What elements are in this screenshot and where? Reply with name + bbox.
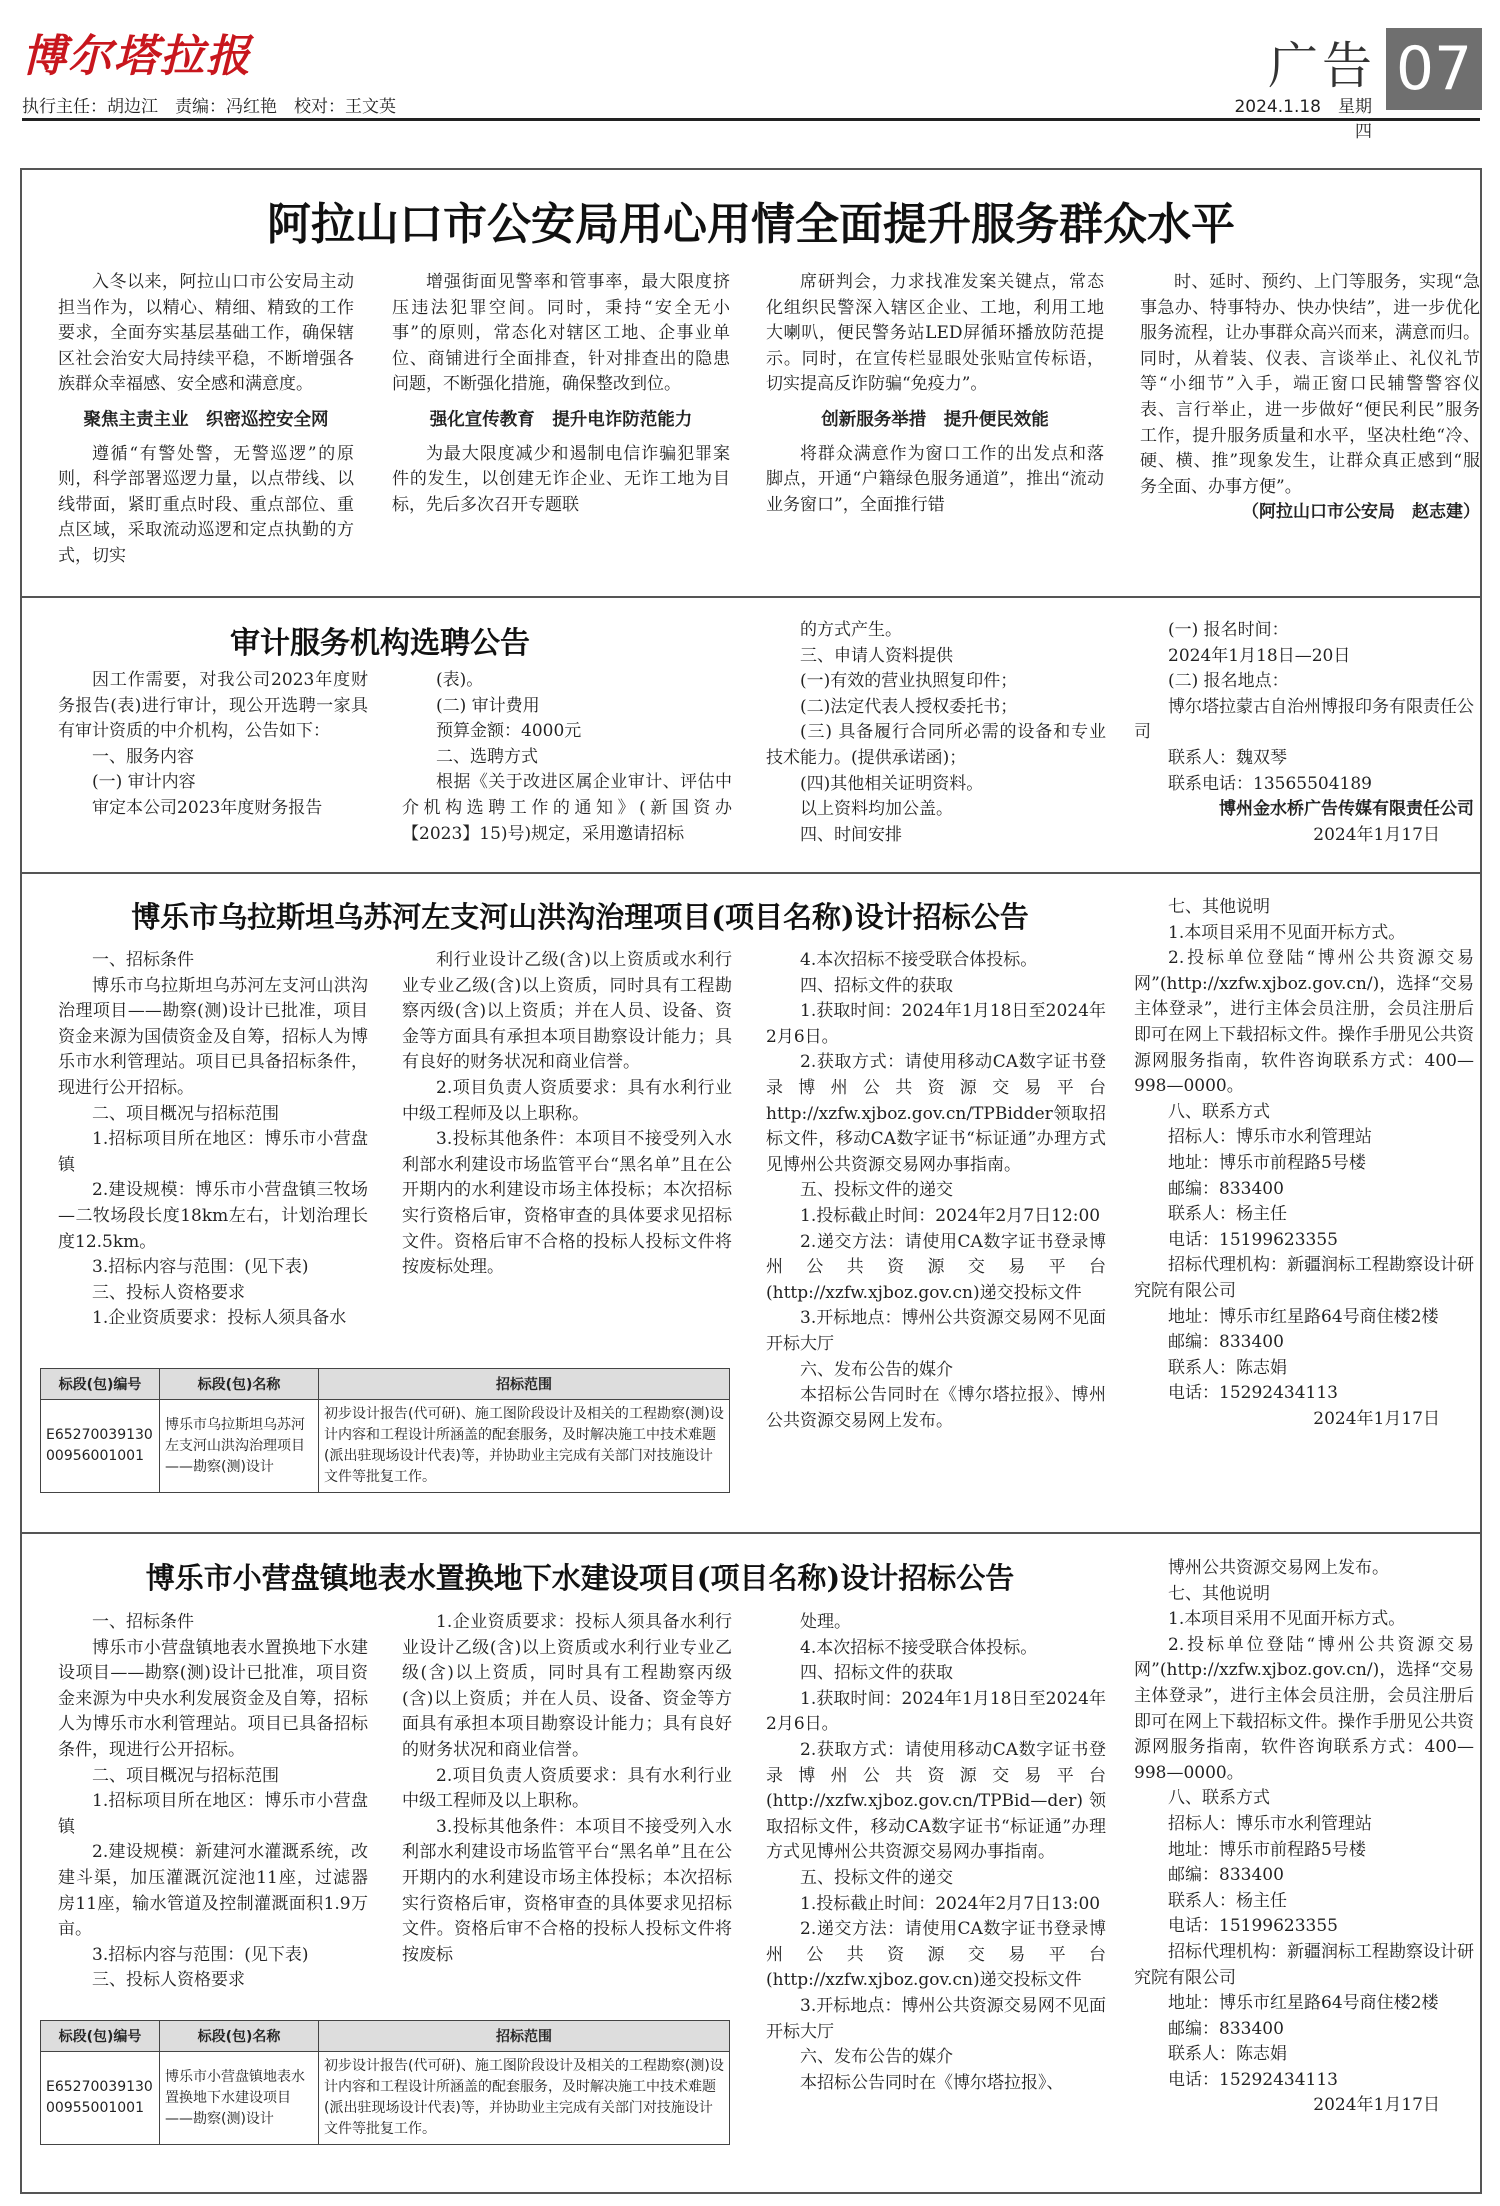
paragraph: 联系人：杨主任 [1168,1890,1287,1911]
paragraph: 1.招标项目所在地区：博乐市小营盘镇 [58,1129,368,1175]
paragraph: 处理。 [800,1612,851,1632]
section-divider [20,1532,1482,1534]
paragraph: 2.投标单位登陆“博州公共资源交易网”(http://xzfw.xjboz.gov.cn/)，选择“交易主体登录”，进行主体会员注册，会员注册后即可在网上下载招标文件。操作手册见公共资源网服务指南，软件咨询联系方式：400—998—0000。 [1134,948,1474,1097]
paragraph: 联系电话：13565504189 [1168,773,1372,794]
paragraph: 八、联系方式 [1168,1101,1270,1122]
paragraph: (一)有效的营业执照复印件； [800,671,1018,692]
paragraph: 六、发布公告的媒介 [800,2047,953,2068]
paragraph: 博尔塔拉蒙古自治州博报印务有限责任公司 [1134,696,1474,743]
article1-col-4 [1140,270,1480,526]
paragraph: 邮编：833400 [1168,1332,1284,1353]
paragraph: (二) 审计费用 [436,695,540,716]
article3-col-3 [766,948,1106,1434]
signature: 博州金水桥广告传媒有限责任公司 [1219,799,1474,820]
article2-col-2 [402,668,732,847]
paragraph: 2.递交方法：请使用CA数字证书登录博州公共资源交易平台(http://xzfw.xjboz.gov.cn)递交投标文件 [766,1231,1106,1303]
subheading: 聚焦主责主业 织密巡控安全网 [83,409,329,430]
paragraph: 地址：博乐市前程路5号楼 [1168,1152,1366,1173]
paragraph: 联系人：陈志娟 [1168,2044,1287,2065]
paragraph: 时、延时、预约、上门等服务，实现“急事急办、特事特办、快办快结”，进一步优化服务流程，让办事群众高兴而来，满意而归。同时，从着装、仪表、言谈举止、礼仪礼节等“小细节”入手，端正窗口民辅警警容仪表、言行举止，进一步做好“便民利民”服务工作，提升服务质量和水平，坚决杜绝“冷、硬、横、推”现象发生，让群众真正感到“服务全面、办事方便”。 [1140,272,1480,497]
table-header: 标段(包)编号 [41,1369,160,1400]
paragraph: 2024年1月18日—20日 [1168,645,1351,666]
paragraph: 增强街面见警率和管事率，最大限度挤压违法犯罪空间。同时，秉持“安全无小事”的原则，常态化对辖区工地、企事业单位、商铺进行全面排查，针对排查出的隐患问题，不断强化措施，确保整改到位。 [392,272,730,395]
table-header: 招标范围 [319,2021,730,2052]
paragraph: 招标代理机构：新疆润标工程勘察设计研究院有限公司 [1134,1941,1474,1988]
paragraph: 2.建设规模：博乐市小营盘镇三牧场—二牧场段长度18km左右，计划治理长度12.5km。 [58,1180,368,1252]
paragraph: 3.开标地点：博州公共资源交易网不见面开标大厅 [766,1308,1106,1354]
article1-col-3 [766,270,1104,518]
paragraph: (表)。 [436,670,484,690]
paragraph: 本招标公告同时在《博尔塔拉报》、博州公共资源交易网上发布。 [766,1385,1106,1431]
article2-col-4 [1134,618,1474,848]
paragraph: 1.企业资质要求：投标人须具备水 [92,1308,347,1329]
paragraph: 3.招标内容与范围：(见下表) [92,1944,309,1965]
article2-col-3 [766,618,1106,848]
paragraph: 四、招标文件的获取 [800,975,953,996]
article4-bid-table [40,2020,730,2145]
paragraph: 地址：博乐市红星路64号商住楼2楼 [1168,1993,1439,2014]
paragraph: 根据《关于改进区属企业审计、评估中介机构选聘工作的通知》(新国资办【2023】15)号)规定，采用邀请招标 [402,772,732,844]
paragraph: 博乐市小营盘镇地表水置换地下水建设项目——勘察(测)设计已批准，项目资金来源为中央水利发展资金及自筹，招标人为博乐市水利管理站。项目已具备招标条件，现进行公开招标。 [58,1637,368,1760]
table-row [41,2052,730,2145]
paragraph: 一、服务内容 [92,746,194,767]
paragraph: 地址：博乐市红星路64号商住楼2楼 [1168,1306,1439,1327]
paragraph: 入冬以来，阿拉山口市公安局主动担当作为，以精心、精细、精致的工作要求，全面夯实基层基础工作，确保辖区社会治安大局持续平稳，不断增强各族群众幸福感、安全感和满意度。 [58,272,354,395]
paragraph: 1.投标截止时间：2024年2月7日12:00 [800,1205,1101,1226]
article3-title: 博乐市乌拉斯坦乌苏河左支河山洪沟治理项目(项目名称)设计招标公告 [131,900,1029,934]
paragraph: 二、项目概况与招标范围 [92,1103,279,1124]
paragraph: 本招标公告同时在《博尔塔拉报》、 [800,2072,1064,2093]
paragraph: (二)法定代表人授权委托书； [800,696,1018,717]
table-header: 招标范围 [319,1369,730,1400]
issue-date: 2024.1.18 星期四 [1234,97,1372,142]
article2-title: 审计服务机构选聘公告 [230,626,530,661]
table-row [41,1400,730,1493]
paragraph: 以上资料均加公盖。 [800,799,953,820]
paragraph: 地址：博乐市前程路5号楼 [1168,1839,1366,1860]
article1-title: 阿拉山口市公安局用心用情全面提升服务群众水平 [267,199,1235,250]
bid-code: E6527003913000956001001 [41,1400,160,1493]
paragraph: 四、时间安排 [800,824,902,845]
article1-col-1 [58,270,354,570]
paragraph: 一、招标条件 [92,1612,194,1632]
paragraph: (一) 审计内容 [92,772,196,793]
bid-name: 博乐市小营盘镇地表水置换地下水建设项目——勘察(测)设计 [160,2052,319,2145]
paragraph: 电话：15292434113 [1168,1383,1338,1404]
paragraph: 五、投标文件的递交 [800,1867,953,1888]
section-divider [20,872,1482,874]
paragraph: 2.建设规模：新建河水灌溉系统，改建斗渠，加压灌溉沉淀池11座，过滤器房11座，输水管道及控制灌溉面积1.9万亩。 [58,1842,368,1940]
paragraph: 2.递交方法：请使用CA数字证书登录博州公共资源交易平台(http://xzfw.xjboz.gov.cn)递交投标文件 [766,1919,1106,1991]
subheading: 强化宣传教育 提升电诈防范能力 [429,409,693,430]
section-divider [20,596,1482,598]
paragraph: 3.投标其他条件：本项目不接受列入水利部水利建设市场监管平台“黑名单”且在公开期内的水利建设市场主体投标；本次招标实行资格后审，资格审查的具体要求见招标文件。资格后审不合格的投标人投标文件将按废标 [402,1816,732,1965]
paragraph: 四、招标文件的获取 [800,1663,953,1684]
table-header: 标段(包)名称 [160,2021,319,2052]
paragraph: 七、其他说明 [1168,897,1270,917]
section-title: 广告 [1268,37,1376,95]
paragraph: (四)其他相关证明资料。 [800,773,984,794]
paragraph: 审定本公司2023年度财务报告 [92,797,323,818]
article3-col-1 [58,948,368,1332]
bid-code: E6527003913000955001001 [41,2052,160,2145]
paragraph: 利行业设计乙级(含)以上资质或水利行业专业乙级(含)以上资质，同时具有工程勘察丙级(含)以上资质；并在人员、设备、资金等方面具有承担本项目勘察设计能力；具有良好的财务状况和商业信誉。 [402,950,732,1073]
paragraph: 1.获取时间：2024年1月18日至2024年2月6日。 [766,1001,1106,1047]
article4-col-1 [58,1610,368,1994]
paragraph: 联系人：杨主任 [1168,1204,1287,1225]
paragraph: 电话：15199623355 [1168,1229,1338,1250]
paragraph: (二) 报名地点： [1168,671,1289,692]
paragraph: 3.投标其他条件：本项目不接受列入水利部水利建设市场监管平台“黑名单”且在公开期内的水利建设市场主体投标；本次招标实行资格后审，资格审查的具体要求见招标文件。资格后审不合格的投标人投标文件将按废标处理。 [402,1129,732,1278]
paragraph: 联系人：陈志娟 [1168,1357,1287,1378]
date-line: 2024年1月17日 [1313,824,1440,845]
paragraph: 招标人：博乐市水利管理站 [1168,1813,1372,1834]
article3-col-4 [1134,895,1474,1432]
article2-col-1 [58,668,368,822]
paragraph: 八、联系方式 [1168,1788,1270,1809]
paragraph: 邮编：833400 [1168,2018,1284,2039]
paragraph: 4.本次招标不接受联合体投标。 [800,1637,1038,1658]
paragraph: 博州公共资源交易网上发布。 [1168,1558,1389,1578]
paragraph: 预算金额：4000元 [436,721,582,742]
bid-name: 博乐市乌拉斯坦乌苏河左支河山洪沟治理项目——勘察(测)设计 [160,1400,319,1493]
paragraph: 2.项目负责人资质要求：具有水利行业中级工程师及以上职称。 [402,1077,732,1124]
article3-col-2 [402,948,732,1281]
bid-scope: 初步设计报告(代可研)、施工图阶段设计及相关的工程勘察(测)设计内容和工程设计所涵盖的配套服务，及时解决施工中技术难题(派出驻现场设计代表)等，并协助业主完成有关部门对技施设计文件等批复工作。 [319,2052,730,2145]
paragraph: 2.获取方式：请使用移动CA数字证书登录博州公共资源交易平台(http://xzfw.xjboz.gov.cn/TPBid—der)领取招标文件，移动CA数字证书“标证通”办理方式见博州公共资源交易网办事指南。 [766,1739,1106,1863]
masthead-logo: 博尔塔拉报 [22,31,252,82]
paragraph: 招标代理机构：新疆润标工程勘察设计研究院有限公司 [1134,1255,1474,1301]
paragraph: 博乐市乌拉斯坦乌苏河左支河山洪沟治理项目——勘察(测)设计已批准，项目资金来源为国债资金及自筹，招标人为博乐市水利管理站。项目已具备招标条件，现进行公开招标。 [58,975,368,1098]
paragraph: 三、投标人资格要求 [92,1282,245,1303]
paragraph: (一) 报名时间： [1168,620,1289,640]
table-header: 标段(包)编号 [41,2021,160,2052]
paragraph: 三、申请人资料提供 [800,645,953,666]
paragraph: 五、投标文件的递交 [800,1180,953,1201]
paragraph: 2.项目负责人资质要求：具有水利行业中级工程师及以上职称。 [402,1765,732,1812]
paragraph: 1.招标项目所在地区：博乐市小营盘镇 [58,1791,368,1837]
paragraph: 3.招标内容与范围：(见下表) [92,1257,309,1278]
editor-credits: 执行主任：胡边江 责编：冯红艳 校对：王文英 [22,97,396,117]
paragraph: 二、项目概况与招标范围 [92,1765,279,1786]
paragraph: 一、招标条件 [92,950,194,970]
table-header: 标段(包)名称 [160,1369,319,1400]
header-rule [22,118,1480,121]
paragraph: 六、发布公告的媒介 [800,1359,953,1380]
subheading: 创新服务举措 提升便民效能 [821,409,1049,430]
article4-title: 博乐市小营盘镇地表水置换地下水建设项目(项目名称)设计招标公告 [145,1561,1015,1595]
article1-col-2 [392,270,730,518]
bid-scope: 初步设计报告(代可研)、施工图阶段设计及相关的工程勘察(测)设计内容和工程设计所涵盖的配套服务，及时解决施工中技术难题(派出驻现场设计代表)等，并协助业主完成有关部门对技施设计文件等批复工作。 [319,1400,730,1493]
paragraph: 将群众满意作为窗口工作的出发点和落脚点，开通“户籍绿色服务通道”，推出“流动业务窗口”，全面推行错 [766,443,1104,515]
paragraph: (三) 具备履行合同所必需的设备和专业技术能力。(提供承诺函)； [766,722,1106,768]
paragraph: 邮编：833400 [1168,1865,1284,1886]
date-line: 2024年1月17日 [1313,2095,1440,2116]
paragraph: 1.投标截止时间：2024年2月7日13:00 [800,1893,1101,1914]
paragraph: 招标人：博乐市水利管理站 [1168,1127,1372,1148]
article4-col-3 [766,1610,1106,2096]
paragraph: 席研判会，力求找准发案关键点，常态化组织民警深入辖区企业、工地，利用工地大喇叭，便民警务站LED屏循环播放防范提示。同时，在宣传栏显眼处张贴宣传标语，切实提高反诈防骗“免疫力”。 [766,272,1104,395]
paragraph: 电话：15292434113 [1168,2069,1338,2090]
paragraph: 1.本项目采用不见面开标方式。 [1168,922,1406,943]
article4-col-2 [402,1610,732,1968]
paragraph: 三、投标人资格要求 [92,1970,245,1991]
date-line: 2024年1月17日 [1313,1408,1440,1429]
paragraph: 联系人：魏双琴 [1168,747,1287,768]
paragraph: 的方式产生。 [800,620,902,640]
article3-bid-table [40,1368,730,1493]
page-number-badge: 07 [1386,28,1482,110]
paragraph: 2.获取方式：请使用移动CA数字证书登录博州公共资源交易平台http://xzfw.xjboz.gov.cn/TPBidder领取招标文件，移动CA数字证书“标证通”办理方式见博州公共资源交易网办事指南。 [766,1052,1106,1175]
paragraph: 二、选聘方式 [436,746,538,767]
paragraph: 遵循“有警处警，无警巡逻”的原则，科学部署巡逻力量，以点带线、以线带面，紧盯重点时段、重点部位、重点区域，采取流动巡逻和定点执勤的方式，切实 [58,443,354,566]
paragraph: 3.开标地点：博州公共资源交易网不见面开标大厅 [766,1995,1106,2042]
paragraph: 2.投标单位登陆“博州公共资源交易网”(http://xzfw.xjboz.gov.cn/)，选择“交易主体登录”，进行主体会员注册，会员注册后即可在网上下载招标文件。操作手册见公共资源网服务指南，软件咨询联系方式：400—998—0000。 [1134,1634,1474,1783]
paragraph: 1.获取时间：2024年1月18日至2024年2月6日。 [766,1688,1106,1735]
paragraph: 1.企业资质要求：投标人须具备水利行业设计乙级(含)以上资质或水利行业专业乙级(含)以上资质，同时具有工程勘察丙级(含)以上资质；并在人员、设备、资金等方面具有承担本项目勘察设计能力；具有良好的财务状况和商业信誉。 [402,1612,732,1760]
paragraph: 因工作需要，对我公司2023年度财务报告(表)进行审计，现公开选聘一家具有审计资质的中介机构，公告如下： [58,670,368,742]
paragraph: 为最大限度减少和遏制电信诈骗犯罪案件的发生，以创建无诈企业、无诈工地为目标，先后多次召开专题联 [392,443,730,515]
paragraph: 邮编：833400 [1168,1178,1284,1199]
paragraph: 1.本项目采用不见面开标方式。 [1168,1609,1406,1630]
article4-col-4 [1134,1556,1474,2119]
paragraph: 电话：15199623355 [1168,1916,1338,1937]
paragraph: 4.本次招标不接受联合体投标。 [800,950,1038,970]
signature: （阿拉山口市公安局 赵志建） [1242,502,1480,523]
paragraph: 七、其他说明 [1168,1583,1270,1604]
